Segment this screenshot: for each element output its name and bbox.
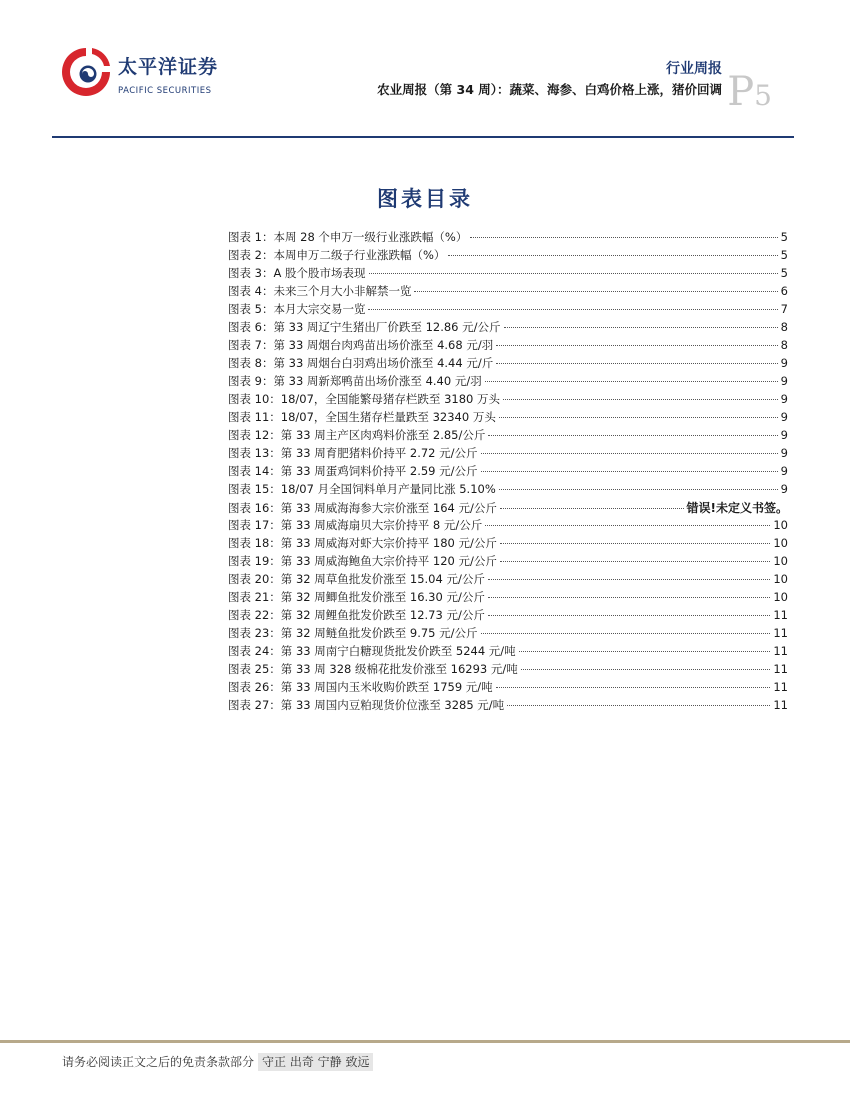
footer (62, 1053, 373, 1070)
logo-chinese-name: 太平洋证券 (118, 56, 219, 78)
toc-item-page: 11 (773, 680, 788, 694)
page-number (727, 69, 772, 115)
toc-item[interactable] (228, 427, 788, 445)
toc-item-label: 图表 2：本周申万二级子行业涨跌幅（%） (228, 248, 446, 262)
toc-item[interactable] (228, 535, 788, 553)
toc-dot-leader (488, 615, 771, 616)
toc-item[interactable] (228, 229, 788, 247)
toc-item-label: 图表 1：本周 28 个申万一级行业涨跌幅（%） (228, 230, 468, 244)
toc-dot-leader (519, 651, 771, 652)
toc-dot-leader (496, 345, 777, 346)
toc-item-label: 图表 18：第 33 周威海对虾大宗价持平 180 元/公斤 (228, 536, 497, 550)
toc-dot-leader (368, 309, 777, 310)
toc-item[interactable] (228, 697, 788, 715)
toc-dot-leader (500, 543, 770, 544)
toc-item[interactable] (228, 589, 788, 607)
toc-item-label: 图表 8：第 33 周烟台白羽鸡出场价涨至 4.44 元/斤 (228, 356, 494, 370)
toc-dot-leader (521, 669, 771, 670)
toc-item[interactable] (228, 643, 788, 661)
toc-dot-leader (504, 327, 778, 328)
toc-dot-leader (507, 705, 770, 706)
toc-dot-leader (485, 381, 778, 382)
toc-item-label: 图表 4：未来三个月大小非解禁一览 (228, 284, 412, 298)
toc-item-label: 图表 12：第 33 周主产区肉鸡料价涨至 2.85/公斤 (228, 428, 486, 442)
toc-item-page: 11 (773, 608, 788, 622)
toc-dot-leader (499, 417, 778, 418)
toc-item[interactable] (228, 499, 788, 517)
toc-item-label: 图表 11：18/07，全国生猪存栏量跌至 32340 万头 (228, 410, 496, 424)
toc-item-page: 9 (780, 482, 788, 496)
toc-dot-leader (481, 453, 778, 454)
toc-item[interactable] (228, 301, 788, 319)
toc-dot-leader (488, 597, 771, 598)
toc-item-page: 9 (780, 356, 788, 370)
toc-dot-leader (481, 471, 778, 472)
toc-item[interactable] (228, 247, 788, 265)
toc-item-page: 8 (780, 320, 788, 334)
toc-item-page: 9 (780, 374, 788, 388)
toc-item-page: 10 (773, 518, 788, 532)
toc-item[interactable] (228, 283, 788, 301)
toc-item-page: 10 (773, 572, 788, 586)
page-number-value: 5 (754, 79, 772, 112)
toc-dot-leader (500, 508, 684, 509)
toc-item-page: 9 (780, 464, 788, 478)
toc-item[interactable] (228, 319, 788, 337)
toc-item-label: 图表 22：第 32 周鲤鱼批发价跌至 12.73 元/公斤 (228, 608, 485, 622)
toc-item-label: 图表 19：第 33 周威海鲍鱼大宗价持平 120 元/公斤 (228, 554, 497, 568)
toc-item-label: 图表 14：第 33 周蛋鸡饲料价持平 2.59 元/公斤 (228, 464, 478, 478)
company-logo (58, 42, 258, 102)
toc-item[interactable] (228, 337, 788, 355)
toc-item-label: 图表 25：第 33 周 328 级棉花批发价涨至 16293 元/吨 (228, 662, 518, 676)
toc-dot-leader (503, 399, 778, 400)
toc-dot-leader (488, 579, 771, 580)
toc-dot-leader (470, 237, 777, 238)
logo-english-name: PACIFIC SECURITIES (118, 86, 212, 96)
toc-dot-leader (499, 489, 778, 490)
pacific-logo-icon (58, 44, 114, 100)
toc-dot-leader (414, 291, 777, 292)
toc-item-label: 图表 5：本月大宗交易一览 (228, 302, 366, 316)
toc-item[interactable] (228, 373, 788, 391)
toc-item-label: 图表 16：第 33 周威海海参大宗价涨至 164 元/公斤 (228, 501, 497, 515)
toc-item-page: 11 (773, 644, 788, 658)
toc-item-page: 10 (773, 536, 788, 550)
toc-item-page: 9 (780, 446, 788, 460)
toc-item-label: 图表 21：第 32 周鲫鱼批发价涨至 16.30 元/公斤 (228, 590, 485, 604)
toc-item[interactable] (228, 391, 788, 409)
toc-dot-leader (496, 363, 777, 364)
report-title: 农业周报（第 34 周）：蔬菜、海参、白鸡价格上涨，猪价回调 (377, 82, 722, 97)
header-divider (52, 136, 794, 138)
toc-dot-leader (496, 687, 771, 688)
toc-dot-leader (369, 273, 778, 274)
toc-item-page: 11 (773, 626, 788, 640)
toc-item[interactable] (228, 463, 788, 481)
toc-item-page: 10 (773, 590, 788, 604)
toc-item-page: 5 (780, 266, 788, 280)
toc-item-page: 9 (780, 410, 788, 424)
toc-item-label: 图表 10：18/07，全国能繁母猪存栏跌至 3180 万头 (228, 392, 501, 406)
toc-dot-leader (448, 255, 777, 256)
toc-item[interactable] (228, 679, 788, 697)
toc-item[interactable] (228, 481, 788, 499)
footer-disclaimer: 请务必阅读正文之后的免责条款部分 (62, 1055, 255, 1069)
toc-item-label: 图表 13：第 33 周育肥猪料价持平 2.72 元/公斤 (228, 446, 478, 460)
toc-item[interactable] (228, 553, 788, 571)
toc-item-label: 图表 7：第 33 周烟台肉鸡苗出场价涨至 4.68 元/羽 (228, 338, 494, 352)
footer-motto: 守正 出奇 宁静 致远 (258, 1053, 373, 1071)
toc-item-label: 图表 15：18/07 月全国饲料单月产量同比涨 5.10% (228, 482, 496, 496)
toc-item-label: 图表 9：第 33 周新郑鸭苗出场价涨至 4.40 元/羽 (228, 374, 482, 388)
toc-item-label: 图表 3：A 股个股市场表现 (228, 266, 366, 280)
toc-item-page: 6 (780, 284, 788, 298)
toc-item[interactable] (228, 517, 788, 535)
toc-item-page: 5 (780, 230, 788, 244)
toc-item[interactable] (228, 625, 788, 643)
toc-item[interactable] (228, 571, 788, 589)
toc-list (228, 229, 788, 715)
toc-item-page: 9 (780, 392, 788, 406)
toc-dot-leader (500, 561, 770, 562)
toc-item[interactable] (228, 409, 788, 427)
footer-divider (0, 1040, 850, 1043)
toc-item-label: 图表 26：第 33 周国内玉米收购价跌至 1759 元/吨 (228, 680, 493, 694)
toc-item-label: 图表 24：第 33 周南宁白糖现货批发价跌至 5244 元/吨 (228, 644, 516, 658)
toc-item-page: 错误!未定义书签。 (686, 501, 788, 515)
toc-item-page: 11 (773, 698, 788, 712)
toc-dot-leader (488, 435, 777, 436)
page-prefix: P (727, 69, 755, 115)
toc-item-label: 图表 20：第 32 周草鱼批发价涨至 15.04 元/公斤 (228, 572, 485, 586)
toc-heading: 图表目录 (377, 187, 473, 211)
toc-item-page: 11 (773, 662, 788, 676)
toc-dot-leader (481, 633, 771, 634)
toc-dot-leader (485, 525, 770, 526)
toc-item-page: 10 (773, 554, 788, 568)
toc-item[interactable] (228, 265, 788, 283)
toc-item[interactable] (228, 607, 788, 625)
toc-item-label: 图表 6：第 33 周辽宁生猪出厂价跌至 12.86 元/公斤 (228, 320, 501, 334)
toc-item-page: 7 (780, 302, 788, 316)
toc-item[interactable] (228, 445, 788, 463)
report-type: 行业周报 (666, 61, 722, 77)
toc-item[interactable] (228, 355, 788, 373)
toc-item-label: 图表 23：第 32 周鲢鱼批发价跌至 9.75 元/公斤 (228, 626, 478, 640)
toc-item-label: 图表 17：第 33 周威海扇贝大宗价持平 8 元/公斤 (228, 518, 483, 532)
toc-item-page: 5 (780, 248, 788, 262)
toc-item-page: 8 (780, 338, 788, 352)
toc-item[interactable] (228, 661, 788, 679)
toc-item-page: 9 (780, 428, 788, 442)
toc-item-label: 图表 27：第 33 周国内豆粕现货价位涨至 3285 元/吨 (228, 698, 505, 712)
